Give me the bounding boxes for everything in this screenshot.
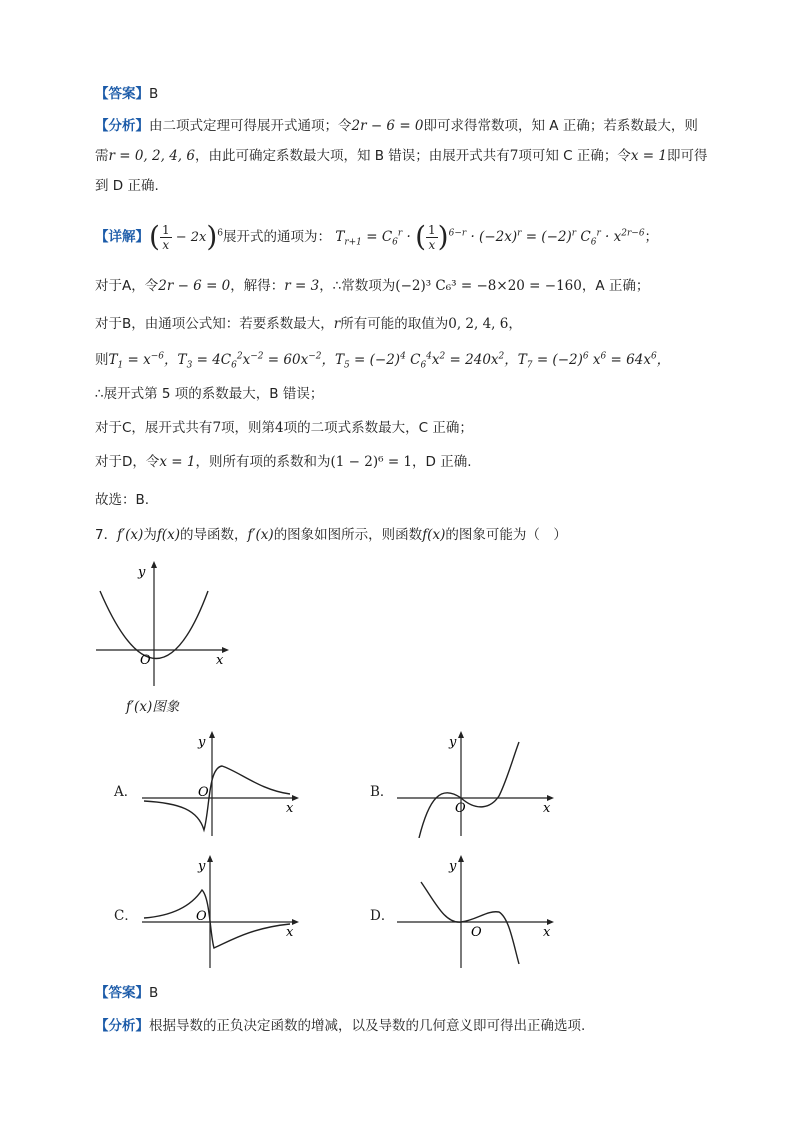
detail-text: ， [508,316,522,332]
analysis-text: ，由此可确定系数最大项，知 B 错误；由展开式共有 [194,148,510,164]
answer-line-2 [95,983,702,1003]
equation: (−2)³ C₆³ = −8×20 = −160 [395,278,582,294]
question-line [95,525,702,545]
question-text: 为 [143,527,157,543]
general-term-formula: $T_{r+1} = C_6^r$ · [335,228,416,248]
detail-text: 对于A，令 [95,278,159,294]
question-text: 的导函数， [179,527,248,543]
option-b-graph [395,728,560,838]
detail-b-conclude [95,384,702,404]
answer-line [95,84,702,104]
analysis-line-3 [95,176,702,196]
detail-text: ，D 正确. [412,454,472,470]
number: 7 [212,420,222,436]
equation: f′(x) [247,527,274,543]
analysis-text: 即可求得常数项，知 A 正确；若系数最大，则 [423,118,698,134]
detail-a-line [95,276,702,296]
number: 4 [275,420,284,436]
option-d-curve [421,882,519,964]
equation: f(x) [156,527,180,543]
detail-text: ，∴常数项为 [319,278,396,294]
origin-label: O [471,925,482,940]
equation: x = 1 [159,454,196,470]
equation: (1 − 2)⁶ = 1 [330,454,413,470]
choose-line [95,490,702,510]
analysis-text: 需 [95,148,109,164]
detail-text: 对于D，令 [95,454,160,470]
option-d-label: D． [370,908,395,924]
detail-text: 则 [95,352,109,368]
origin-label: O [198,785,209,800]
analysis-text: 即可得 [667,148,708,164]
equation: 2r − 6 = 0 [351,118,424,134]
equation: x = 1 [630,148,668,164]
y-label: y [449,859,457,874]
detail-text: 所有可能的取值为 [340,316,449,332]
equation: 2r − 6 = 0 [158,278,231,294]
detail-text: ∴展开式第 5 项的系数最大，B 错误； [95,386,324,402]
question-text: 的图象可能为（ ） [445,527,567,543]
detail-text: 对于C，展开式共有 [95,420,213,436]
y-label: y [138,565,146,580]
answer-value: B [149,985,159,1001]
analysis-text: 根据导数的正负决定函数的增减，以及导数的几何意义即可得出正确选项. [149,1018,586,1034]
analysis-text: 由二项式定理可得展开式通项；令 [149,118,352,134]
origin-label: O [140,653,151,668]
detail-text: ，解得： [230,278,285,294]
analysis-tag: 【分析】 [95,118,149,134]
y-label: y [198,735,206,750]
detail-text: 项的二项式系数最大，C 正确； [283,420,473,436]
question-text: 的图象如图所示，则函数 [273,527,423,543]
option-b-label: B． [370,784,394,800]
answer-value: B [149,86,159,102]
x-label: x [216,653,224,668]
analysis-tag: 【分析】 [95,1018,149,1034]
detail-d-line [95,452,702,472]
x-label: x [286,801,294,816]
option-c-label: C． [114,908,138,924]
equation: r = 3 [284,278,320,294]
variable: r [333,316,341,332]
analysis-text: 到 D 正确. [95,178,159,194]
x-label: x [286,925,294,940]
detail-line: 【详解】( $\frac{1}{x}$ − 2x)$^6$展开式的通项为： $T_{r+1} = C_6^r$ · ( $\frac{1}{x}$ )$^{6-r} \cdot (-2x)^r = (-2)^r$ $C_6^r \cdot x^{2r-6}$； [95,220,659,253]
option-a-graph [140,728,305,838]
equation: f(x) [422,527,446,543]
detail-text: 展开式的通项为： [223,229,332,245]
terms-formula: $T_1 = x^{-6}$，$T_3 = 4C_6^2x^{-2} = 60x^{-2}$，$T_5 = (-2)^4$ $C_6^4x^2 = 240x^2$，$T_7 = (-2)^6$ $x^6 = 64x^6$， [108,351,671,371]
detail-terms-line [95,350,702,370]
option-b-curve [419,742,519,838]
equation: r = 0, 2, 4, 6 [108,148,195,164]
y-label: y [449,735,457,750]
y-axis-arrow [151,561,157,568]
equation: f′(x) [117,527,144,543]
detail-text: 对于B，由通项公式知：若要系数最大， [95,316,334,332]
derivative-graph [90,556,240,696]
analysis-line-2 [95,146,708,166]
detail-c-line [95,418,702,438]
value-set: 0, 2, 4, 6 [448,316,509,332]
origin-label: O [196,909,207,924]
analysis-line-1 [95,116,702,136]
answer-tag: 【答案】 [95,985,149,1001]
analysis-text: 项可知 C 正确；令 [518,148,631,164]
detail-b-line [95,314,702,334]
option-a-label: A． [114,784,138,800]
option-c-graph [140,852,305,972]
question-number: 7． [95,527,118,543]
detail-text: ，则所有项的系数和为 [195,454,331,470]
analysis-line-final [95,1016,702,1036]
origin-label: O [455,801,466,816]
detail-text: 项，则第 [221,420,276,436]
x-label: x [543,801,551,816]
detail-tag: 【详解】 [95,229,149,245]
option-d-graph [395,852,560,972]
x-label: x [543,925,551,940]
graph-caption: f′(x)图象 [126,699,180,715]
detail-text: 故选：B. [95,492,150,508]
number: 7 [509,148,519,164]
detail-text: ，A 正确； [581,278,650,294]
answer-tag: 【答案】 [95,86,149,102]
option-c-curve [144,890,290,948]
y-label: y [198,859,206,874]
